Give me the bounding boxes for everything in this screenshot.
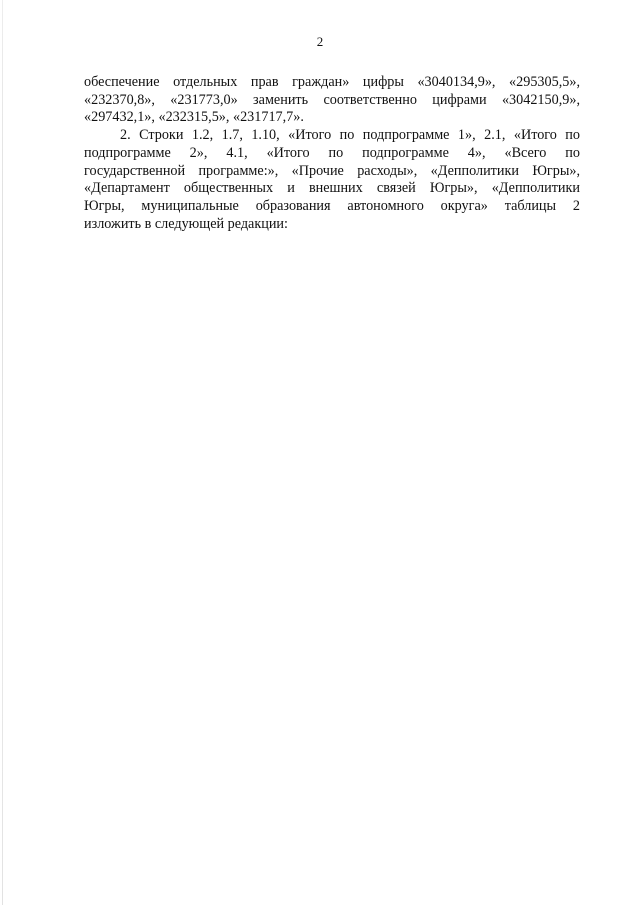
paragraph-1 — [84, 74, 580, 127]
paragraph-2-line-5: Югры, муниципальные образования автономного округа» таблицы 2 — [84, 197, 580, 214]
scan-edge — [2, 0, 3, 905]
paragraph-2-line-6: изложить в следующей редакции: — [84, 215, 288, 232]
page-number: 2 — [316, 34, 324, 49]
paragraph-2-line-2: подпрограмме 2», 4.1, «Итого по подпрограмме 4», «Всего по — [84, 144, 580, 161]
paragraph-1-line-1: обеспечение отдельных прав граждан» цифры «3040134,9», «295305,5», — [84, 74, 580, 90]
body-text — [84, 74, 580, 233]
paragraph-2 — [84, 127, 580, 233]
paragraph-2-line-1: 2. Строки 1.2, 1.7, 1.10, «Итого по подпрограмме 1», 2.1, «Итого по — [120, 127, 580, 144]
paragraph-2-line-3: государственной программе:», «Прочие расходы», «Депполитики Югры», — [84, 162, 580, 179]
paragraph-1-line-2: «232370,8», «231773,0» заменить соответственно цифрами «3042150,9», — [84, 91, 580, 108]
paragraph-2-line-4: «Департамент общественных и внешних связей Югры», «Депполитики — [84, 180, 580, 197]
paragraph-1-line-3: «297432,1», «232315,5», «231717,7». — [84, 109, 304, 126]
